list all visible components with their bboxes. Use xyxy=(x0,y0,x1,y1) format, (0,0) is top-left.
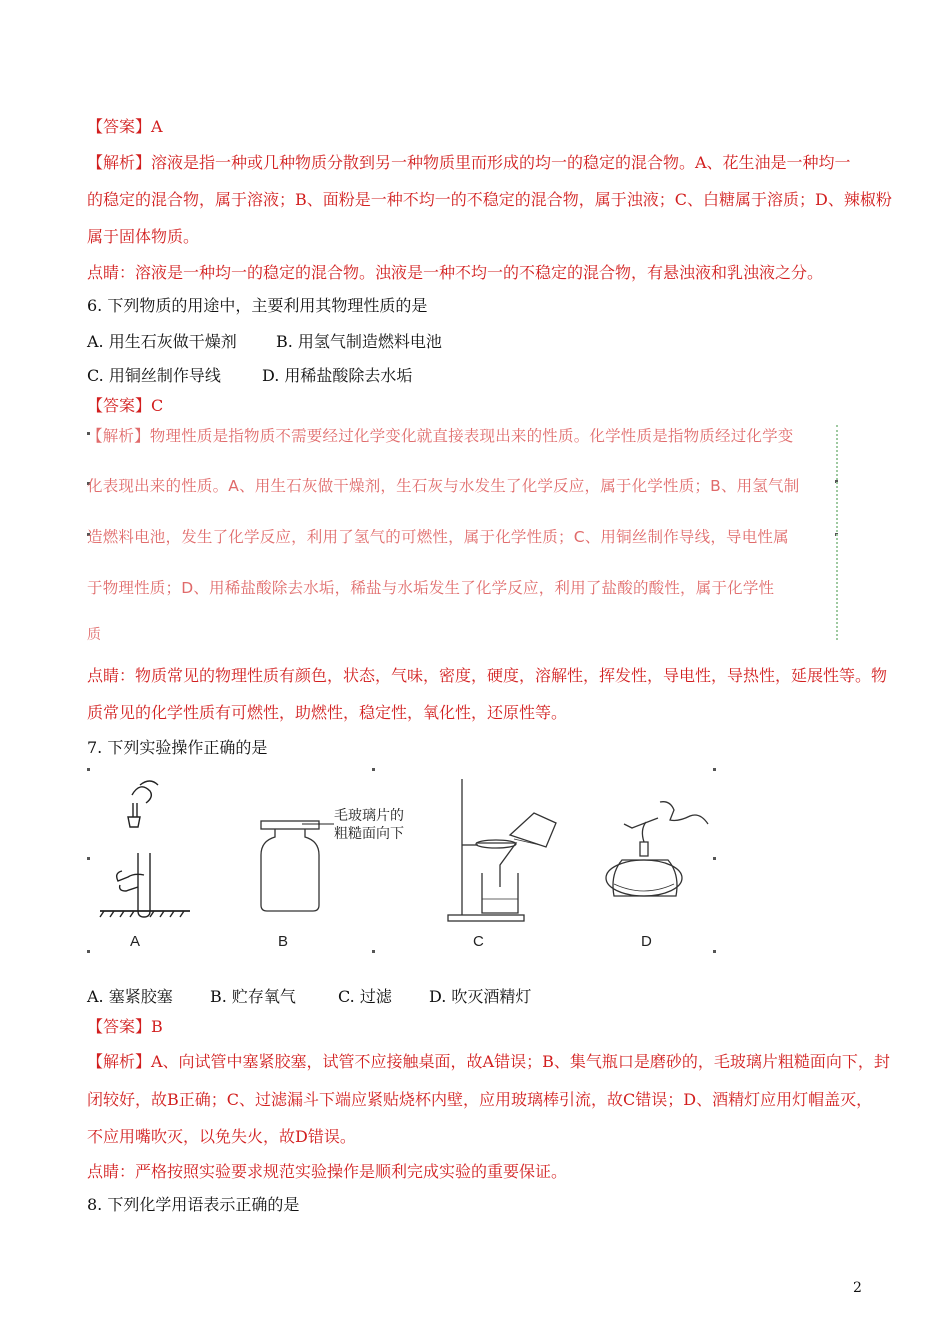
figure-label-d: D xyxy=(641,933,652,950)
q6-answer: 【答案】C xyxy=(87,396,164,415)
q5-tip: 点睛：溶液是一种均一的稳定的混合物。浊液是一种不均一的不稳定的混合物，有悬浊液和乳浊液之分。 xyxy=(87,263,824,282)
figure-a-test-tube xyxy=(100,775,190,920)
figure-c-filtration xyxy=(448,775,558,925)
figure-label-c: C xyxy=(473,933,484,950)
q7-option-a: A. 塞紧胶塞 xyxy=(87,987,173,1006)
figure-frame-marker xyxy=(372,950,375,953)
figure-label-b: B xyxy=(278,933,289,950)
q7-option-d: D. 吹灭酒精灯 xyxy=(429,987,532,1006)
q7-answer: 【答案】B xyxy=(87,1017,163,1036)
q5-analysis-line-3: 属于固体物质。 xyxy=(87,227,200,246)
q7-stem: 7. 下列实验操作正确的是 xyxy=(87,738,268,757)
figure-frame-marker xyxy=(87,768,90,771)
q5-analysis-line-1: 【解析】溶液是指一种或几种物质分散到另一种物质里而形成的均一的稳定的混合物。A、花生油是一种均一 xyxy=(87,153,851,172)
q7-analysis-line-1: 【解析】A、向试管中塞紧胶塞，试管不应接触桌面，故A错误；B、集气瓶口是磨砂的，毛玻璃片粗糙面向下，封 xyxy=(87,1052,890,1071)
figure-b-annotation xyxy=(334,806,404,842)
q7-analysis-line-3: 不应用嘴吹灭，以免失火，故D错误。 xyxy=(87,1127,356,1146)
scan-border xyxy=(836,425,838,640)
figure-frame-marker xyxy=(713,857,716,860)
page-number: 2 xyxy=(853,1280,862,1296)
q6-analysis-scan-line-2: 化表现出来的性质。A、用生石灰做干燥剂，生石灰与水发生了化学反应，属于化学性质；B、用氢气制 xyxy=(87,477,800,495)
q6-analysis-scan-line-3: 造燃料电池，发生了化学反应，利用了氢气的可燃性，属于化学性质；C、用铜丝制作导线，导电性属 xyxy=(87,528,789,546)
q6-option-c: C. 用铜丝制作导线 xyxy=(87,366,221,385)
figure-frame-marker xyxy=(87,857,90,860)
q5-analysis-line-2: 的稳定的混合物，属于溶液；B、面粉是一种不均一的不稳定的混合物，属于浊液；C、白糖属于溶质；D、辣椒粉 xyxy=(87,190,892,209)
q8-stem: 8. 下列化学用语表示正确的是 xyxy=(87,1195,300,1214)
q5-answer: 【答案】A xyxy=(87,117,163,136)
q6-analysis-scan-line-5: 质 xyxy=(87,627,102,643)
q6-tip-line-2: 质常见的化学性质有可燃性，助燃性，稳定性，氧化性，还原性等。 xyxy=(87,703,568,722)
figure-b-annotation-line-2: 粗糙面向下 xyxy=(334,825,404,841)
q6-stem: 6. 下列物质的用途中，主要利用其物理性质的是 xyxy=(87,296,428,315)
q7-analysis-line-2: 闭较好，故B正确；C、过滤漏斗下端应紧贴烧杯内壁，应用玻璃棒引流，故C错误；D、酒精灯应用灯帽盖灭， xyxy=(87,1090,873,1109)
q6-option-a: A. 用生石灰做干燥剂 xyxy=(87,332,237,351)
q6-tip-line-1: 点睛：物质常见的物理性质有颜色，状态，气味，密度，硬度，溶解性，挥发性，导电性，导热性，延展性等。物 xyxy=(87,666,888,685)
figure-frame-marker xyxy=(713,950,716,953)
figure-b-annotation-line-1: 毛玻璃片的 xyxy=(334,807,404,823)
q7-option-c: C. 过滤 xyxy=(338,987,392,1006)
q6-analysis-scan-line-4: 于物理性质；D、用稀盐酸除去水垢，稀盐与水垢发生了化学反应，利用了盐酸的酸性，属于化学性 xyxy=(87,579,775,597)
figure-frame-marker xyxy=(713,768,716,771)
q6-option-b: B. 用氢气制造燃料电池 xyxy=(276,332,442,351)
figure-d-alcohol-lamp xyxy=(600,798,710,918)
q6-option-d: D. 用稀盐酸除去水垢 xyxy=(262,366,413,385)
figure-frame-marker xyxy=(372,768,375,771)
q6-analysis-scan-line-1: 【解析】物理性质是指物质不需要经过化学变化就直接表现出来的性质。化学性质是指物质经过化学变 xyxy=(87,427,794,445)
q7-option-b: B. 贮存氧气 xyxy=(210,987,296,1006)
q7-tip: 点睛：严格按照实验要求规范实验操作是顺利完成实验的重要保证。 xyxy=(87,1162,568,1181)
figure-label-a: A xyxy=(130,933,141,950)
figure-frame-marker xyxy=(87,950,90,953)
